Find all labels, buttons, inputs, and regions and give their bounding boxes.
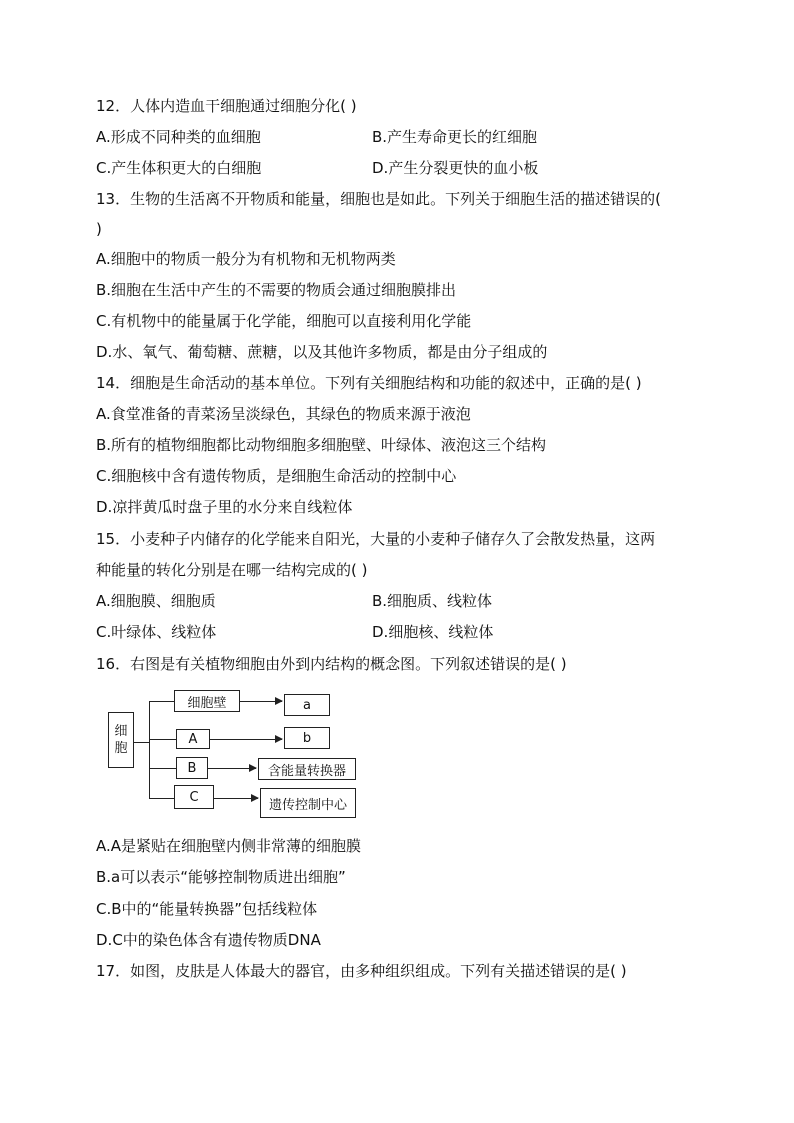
q13-option-b: B.细胞在生活中产生的不需要的物质会通过细胞膜排出: [96, 281, 457, 299]
q15-option-a: A.细胞膜、细胞质: [96, 592, 216, 610]
cell-wall-box: 细胞壁: [174, 690, 240, 712]
arrow-B-to-energy: [208, 768, 256, 769]
box-C: C: [174, 785, 214, 809]
q13-option-d: D.水、氧气、葡萄糖、蔗糖，以及其他许多物质，都是由分子组成的: [96, 343, 548, 361]
q13-stem-line1: 13．生物的生活离不开物质和能量，细胞也是如此。下列关于细胞生活的描述错误的(: [96, 190, 661, 208]
q14-option-c: C.细胞核中含有遗传物质，是细胞生命活动的控制中心: [96, 467, 457, 485]
box-b-lower: b: [284, 727, 330, 749]
branch-c: [149, 798, 174, 799]
box-a-lower: a: [284, 694, 330, 716]
q13-option-c: C.有机物中的能量属于化学能，细胞可以直接利用化学能: [96, 312, 472, 330]
q12-option-b: B.产生寿命更长的红细胞: [372, 128, 538, 146]
energy-converter-box: 含能量转换器: [258, 758, 356, 780]
q15-stem-line1: 15．小麦种子内储存的化学能来自阳光，大量的小麦种子储存久了会散发热量，这两: [96, 530, 656, 548]
q14-option-d: D.凉拌黄瓜时盘子里的水分来自线粒体: [96, 498, 353, 516]
root-label-line2: 胞: [114, 741, 128, 756]
arrow-A-to-b: [210, 739, 282, 740]
branch-a: [149, 739, 176, 740]
branch-b: [149, 768, 176, 769]
q16-option-d: D.C中的染色体含有遗传物质DNA: [96, 931, 321, 949]
box-B: B: [176, 757, 208, 779]
trunk-line: [149, 701, 150, 798]
root-label-line1: 细: [114, 724, 128, 739]
q12-option-d: D.产生分裂更快的血小板: [372, 159, 539, 177]
q15-option-d: D.细胞核、线粒体: [372, 623, 494, 641]
q16-stem: 16．右图是有关植物细胞由外到内结构的概念图。下列叙述错误的是( ): [96, 655, 567, 673]
box-A: A: [176, 729, 210, 749]
q12-option-a: A.形成不同种类的血细胞: [96, 128, 261, 146]
q16-option-a: A.A是紧贴在细胞壁内侧非常薄的细胞膜: [96, 837, 362, 855]
q14-stem: 14．细胞是生命活动的基本单位。下列有关细胞结构和功能的叙述中，正确的是( ): [96, 374, 642, 392]
cell-concept-diagram: [108, 684, 368, 826]
q17-stem: 17．如图，皮肤是人体最大的器官，由多种组织组成。下列有关描述错误的是( ): [96, 962, 627, 980]
q15-option-c: C.叶绿体、线粒体: [96, 623, 217, 641]
q13-option-a: A.细胞中的物质一般分为有机物和无机物两类: [96, 250, 396, 268]
q14-option-b: B.所有的植物细胞都比动物细胞多细胞壁、叶绿体、液泡这三个结构: [96, 436, 547, 454]
q15-option-b: B.细胞质、线粒体: [372, 592, 493, 610]
branch-wall: [149, 701, 174, 702]
root-connector: [134, 742, 149, 743]
q14-option-a: A.食堂准备的青菜汤呈淡绿色，其绿色的物质来源于液泡: [96, 405, 471, 423]
q16-option-c: C.B中的“能量转换器”包括线粒体: [96, 900, 318, 918]
q12-stem: 12．人体内造血干细胞通过细胞分化( ): [96, 97, 357, 115]
genetic-control-box: 遗传控制中心: [260, 788, 356, 818]
q16-option-b: B.a可以表示“能够控制物质进出细胞”: [96, 868, 346, 886]
arrow-wall-to-a: [240, 701, 282, 702]
arrow-C-to-control: [214, 798, 258, 799]
root-cell-box: [108, 712, 134, 768]
q15-stem-line2: 种能量的转化分别是在哪一结构完成的( ): [96, 561, 368, 579]
q12-option-c: C.产生体积更大的白细胞: [96, 159, 262, 177]
q13-stem-line2: ): [96, 220, 102, 238]
